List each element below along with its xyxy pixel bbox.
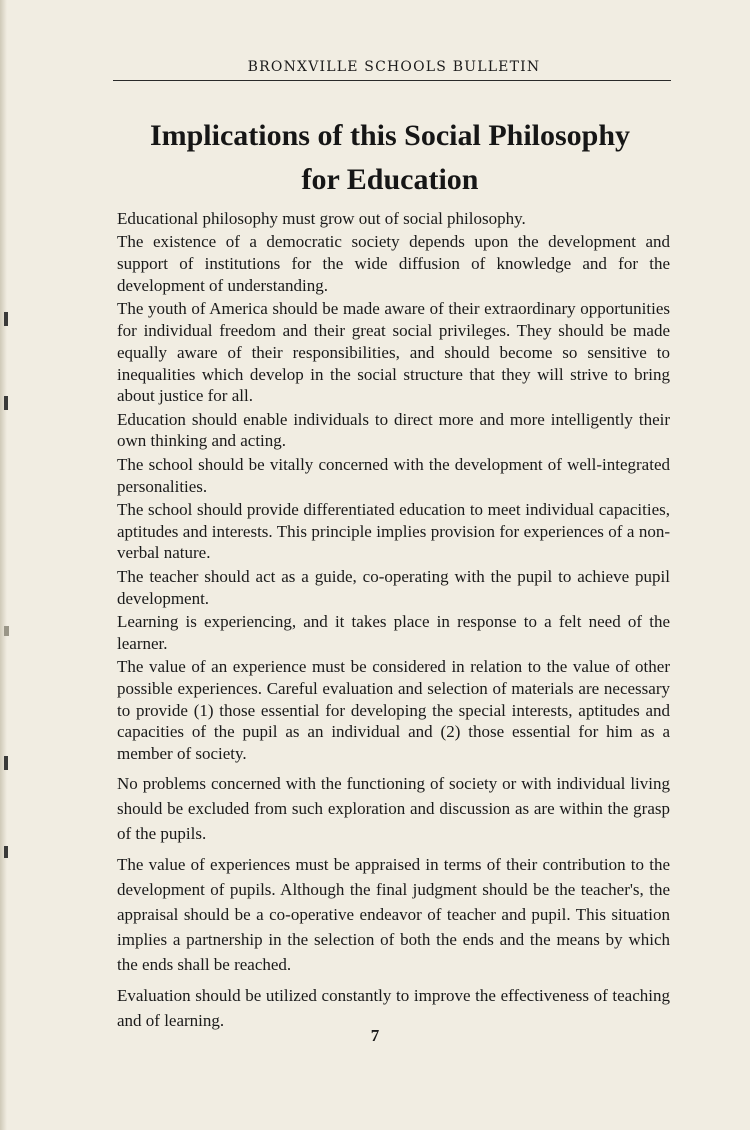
paragraph: Education should enable individuals to direct more and more intelligently their own thinking and acting.	[117, 409, 670, 451]
page-title	[80, 114, 700, 202]
paragraph: The youth of America should be made aware of their extraordinary opportunities for individual freedom and their great social privileges. They should be made equally aware of their responsibilities, and should become so sensitive to inequalities which develop in the social structure that they will strive to bring about justice for all.	[117, 299, 670, 406]
page-title-line: Implications of this Social Philosophy	[149, 119, 631, 152]
margin-mark	[4, 756, 8, 770]
page-title-line: for Education	[301, 163, 479, 196]
margin-mark	[4, 396, 8, 410]
paragraph: Educational philosophy must grow out of social philosophy.	[117, 209, 526, 228]
paragraph: The school should provide differentiated education to meet individual capacities, aptitudes and interests. This principle implies provision for experiences of a non-verbal nature.	[117, 499, 670, 563]
paragraph: The existence of a democratic society depends upon the development and support of institutions for the wide diffusion of knowledge and for the development of understanding.	[117, 232, 670, 295]
margin-mark	[4, 312, 8, 326]
margin-mark	[4, 846, 8, 858]
body-text	[117, 208, 670, 1034]
paragraph: Evaluation should be utilized constantly to improve the effectiveness of teaching and of learning.	[117, 985, 670, 1030]
page-number: 7	[370, 1026, 380, 1045]
paragraph: The teacher should act as a guide, co-operating with the pupil to achieve pupil development.	[117, 566, 670, 608]
margin-mark	[4, 626, 9, 636]
paragraph: The school should be vitally concerned with the development of well-integrated personalities.	[117, 454, 670, 496]
header-rule	[113, 80, 671, 81]
paragraph: The value of experiences must be appraised in terms of their contribution to the development of pupils. Although the final judgment should be the teacher's, the appraisal should be a co-operative endeavor of teacher and pupil. This situation implies a partnership in the selection of both the ends and the means by which the ends shall be reached.	[117, 854, 670, 974]
running-header: BRONXVILLE SCHOOLS BULLETIN	[247, 59, 541, 75]
paragraph: Learning is experiencing, and it takes place in response to a felt need of the learner.	[117, 611, 670, 653]
paragraph: The value of an experience must be considered in relation to the value of other possible experiences. Careful evaluation and selection of materials are necessary to provide (1) those essential for developing the special interests, aptitudes and capacities of the pupil as an individual and (2) those essential for him as a member of society.	[117, 656, 670, 764]
paragraph: No problems concerned with the functioning of society or with individual living should be excluded from such exploration and discussion as are within the grasp of the pupils.	[117, 773, 670, 843]
binding-edge	[0, 0, 7, 1130]
